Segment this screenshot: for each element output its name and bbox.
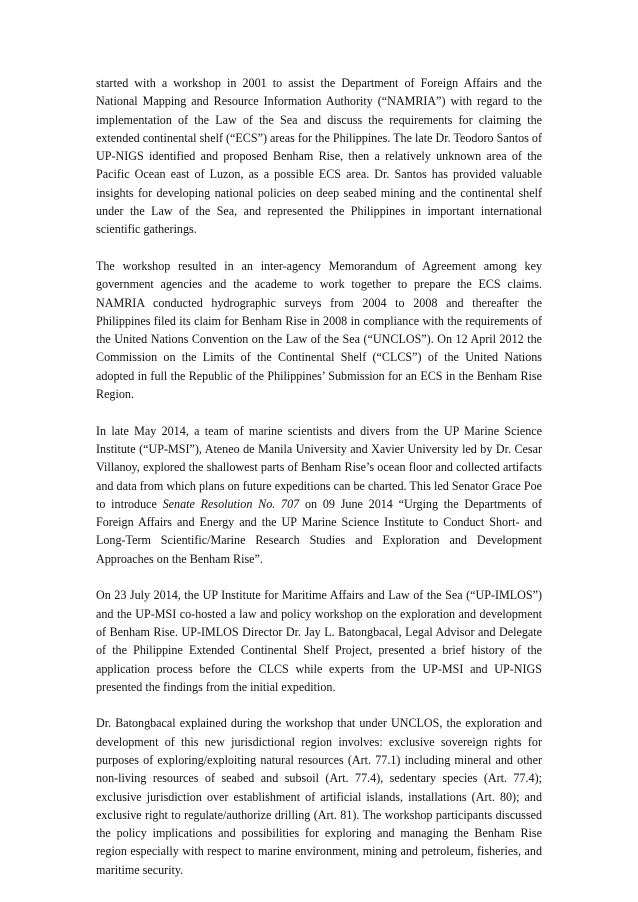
paragraph-expedition-text-after: on 09 June 2014 “Urging the Departments of Foreign Affairs and Energy and the UP Marine Science Institute to Conduct Short- and Long-Term Scientific/Marine Research Studies and Exploration and Development Approaches on the Benham Rise”.	[96, 496, 542, 566]
paragraph-expedition-text-before: In late May 2014, a team of marine scientists and divers from the UP Marine Science Institute (“UP-MSI”), Ateneo de Manila University and Xavier University led by Dr. Cesar Villanoy, explored the shallowest parts of Benham Rise’s ocean floor and collected artifacts and data from which plans on future expeditions can be charted. This led Senator Grace Poe to introduce	[96, 423, 542, 511]
document-body	[96, 74, 542, 879]
paragraph-workshop-2001: started with a workshop in 2001 to assist the Department of Foreign Affairs and the National Mapping and Resource Information Authority (“NAMRIA”) with regard to the implementation of the Law of the Sea and discuss the requirements for claiming the extended continental shelf (“ECS”) areas for the Philippines. The late Dr. Teodoro Santos of UP-NIGS identified and proposed Benham Rise, then a relatively unknown area of the Pacific Ocean east of Luzon, as a possible ECS area. Dr. Santos has provided valuable insights for developing national policies on deep seabed mining and the continental shelf under the Law of the Sea, and represented the Philippines in important international scientific gatherings.	[96, 76, 542, 237]
senate-resolution-reference: Senate Resolution No. 707	[162, 496, 300, 511]
paragraph-ecs-claims: The workshop resulted in an inter-agency Memorandum of Agreement among key government agencies and the academe to work together to prepare the ECS claims. NAMRIA conducted hydrographic surveys from 2004 to 2008 and thereafter the Philippines filed its claim for Benham Rise in 2008 in compliance with the requirements of the United Nations Convention on the Law of the Sea (“UNCLOS”). On 12 April 2012 the Commission on the Limits of the Continental Shelf (“CLCS”) of the United Nations adopted in full the Republic of the Philippines’ Submission for an ECS in the Benham Rise Region.	[96, 258, 542, 402]
paragraph-imlos-workshop: On 23 July 2014, the UP Institute for Maritime Affairs and Law of the Sea (“UP-IMLOS”) and the UP-MSI co-hosted a law and policy workshop on the exploration and development of Benham Rise. UP-IMLOS Director Dr. Jay L. Batongbacal, Legal Advisor and Delegate of the Philippine Extended Continental Shelf Project, presented a brief history of the application process before the CLCS while experts from the UP-MSI and UP-NIGS presented the findings from the initial expedition.	[96, 588, 542, 694]
paragraph-unclos-rights: Dr. Batongbacal explained during the workshop that under UNCLOS, the exploration and development of this new jurisdictional region involves: exclusive sovereign rights for purposes of exploring/exploiting natural resources (Art. 77.1) including mineral and other non-living resources of seabed and subsoil (Art. 77.4), sedentary species (Art. 77.4); exclusive jurisdiction over establishment of artificial islands, installations (Art. 80); and exclusive right to regulate/authorize drilling (Art. 81). The workshop participants discussed the policy implications and possibilities for exploring and managing the Benham Rise region especially with respect to marine environment, mining and petroleum, fisheries, and maritime security.	[96, 716, 542, 877]
paragraph-expedition-2014	[96, 422, 542, 568]
